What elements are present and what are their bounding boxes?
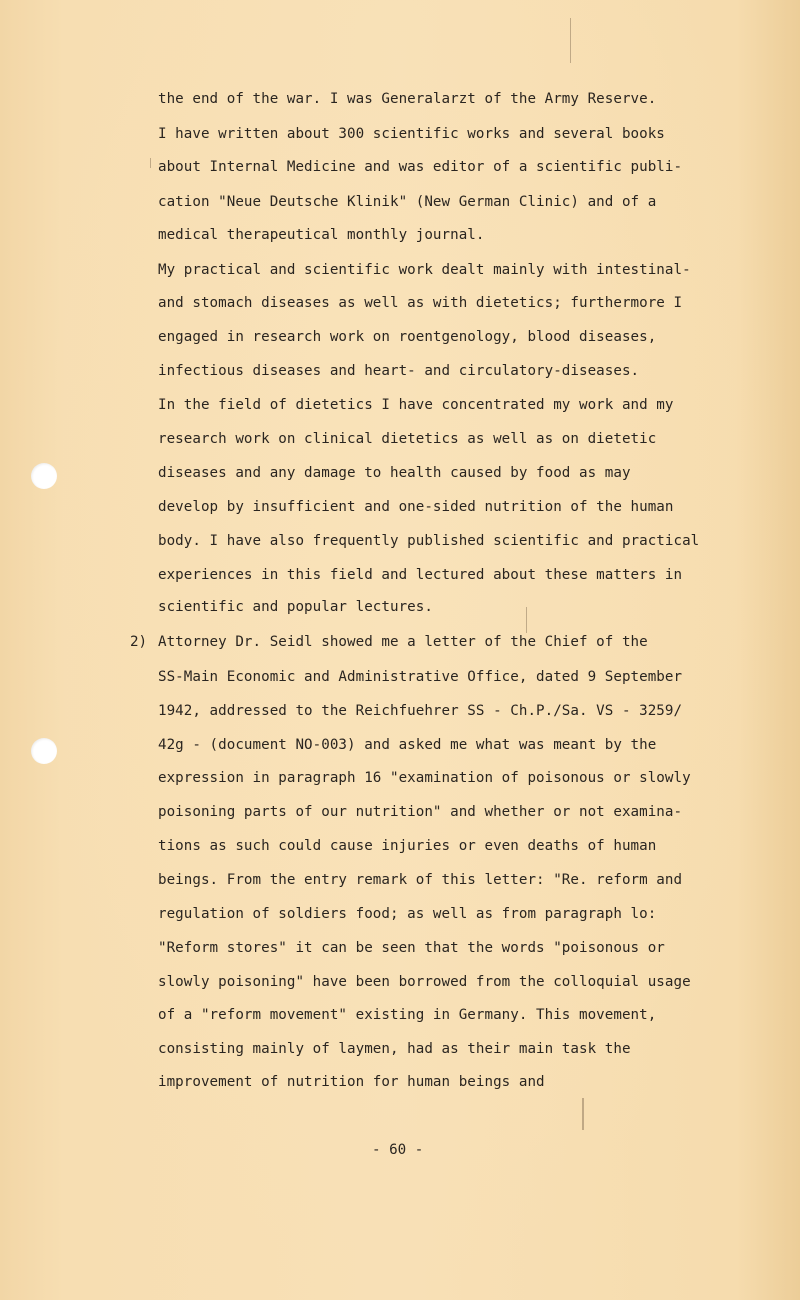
text-line: expression in paragraph 16 "examination of poisonous or slowly [158,770,691,786]
text-line: and stomach diseases as well as with dietetics; furthermore I [158,295,683,311]
paper-mark [570,18,571,63]
paper-mark [582,1098,584,1130]
paper-mark [150,158,151,168]
text-line: slowly poisoning" have been borrowed from the colloquial usage [158,974,691,990]
text-line: poisoning parts of our nutrition" and whether or not examina- [158,804,683,820]
paper-mark [526,607,527,633]
text-line: In the field of dietetics I have concentrated my work and my [158,397,674,413]
text-line: 1942, addressed to the Reichfuehrer SS - Ch.P./Sa. VS - 3259/ [158,703,683,719]
text-line: My practical and scientific work dealt mainly with intestinal- [158,262,691,278]
text-line: 42g - (document NO-003) and asked me what was meant by the [158,737,657,753]
punch-hole-top [31,463,57,489]
text-line: of a "reform movement" existing in Germany. This movement, [158,1007,657,1023]
text-line: medical therapeutical monthly journal. [158,227,485,243]
text-line: diseases and any damage to health caused by food as may [158,465,631,481]
page-number: - 60 - [372,1142,424,1158]
text-line: about Internal Medicine and was editor of a scientific publi- [158,159,683,175]
text-line: scientific and popular lectures. [158,599,433,615]
text-line: "Reform stores" it can be seen that the words "poisonous or [158,940,665,956]
text-line: beings. From the entry remark of this letter: "Re. reform and [158,872,683,888]
text-line: consisting mainly of laymen, had as their main task the [158,1041,631,1057]
item-number: 2) [130,634,148,650]
text-line: Attorney Dr. Seidl showed me a letter of the Chief of the [158,634,648,650]
punch-hole-bottom [31,738,57,764]
text-line: cation "Neue Deutsche Klinik" (New German Clinic) and of a [158,194,657,210]
text-line: I have written about 300 scientific works and several books [158,126,665,142]
text-line: infectious diseases and heart- and circulatory-diseases. [158,363,640,379]
text-line: improvement of nutrition for human beings and [158,1074,545,1090]
text-line: research work on clinical dietetics as well as on dietetic [158,431,657,447]
text-line: develop by insufficient and one-sided nutrition of the human [158,499,674,515]
text-line: SS-Main Economic and Administrative Office, dated 9 September [158,669,683,685]
text-line: engaged in research work on roentgenology, blood diseases, [158,329,657,345]
text-line: body. I have also frequently published scientific and practical [158,533,700,549]
text-line: the end of the war. I was Generalarzt of the Army Reserve. [158,91,657,107]
text-line: experiences in this field and lectured about these matters in [158,567,683,583]
text-line: regulation of soldiers food; as well as from paragraph lo: [158,906,657,922]
text-line: tions as such could cause injuries or even deaths of human [158,838,657,854]
